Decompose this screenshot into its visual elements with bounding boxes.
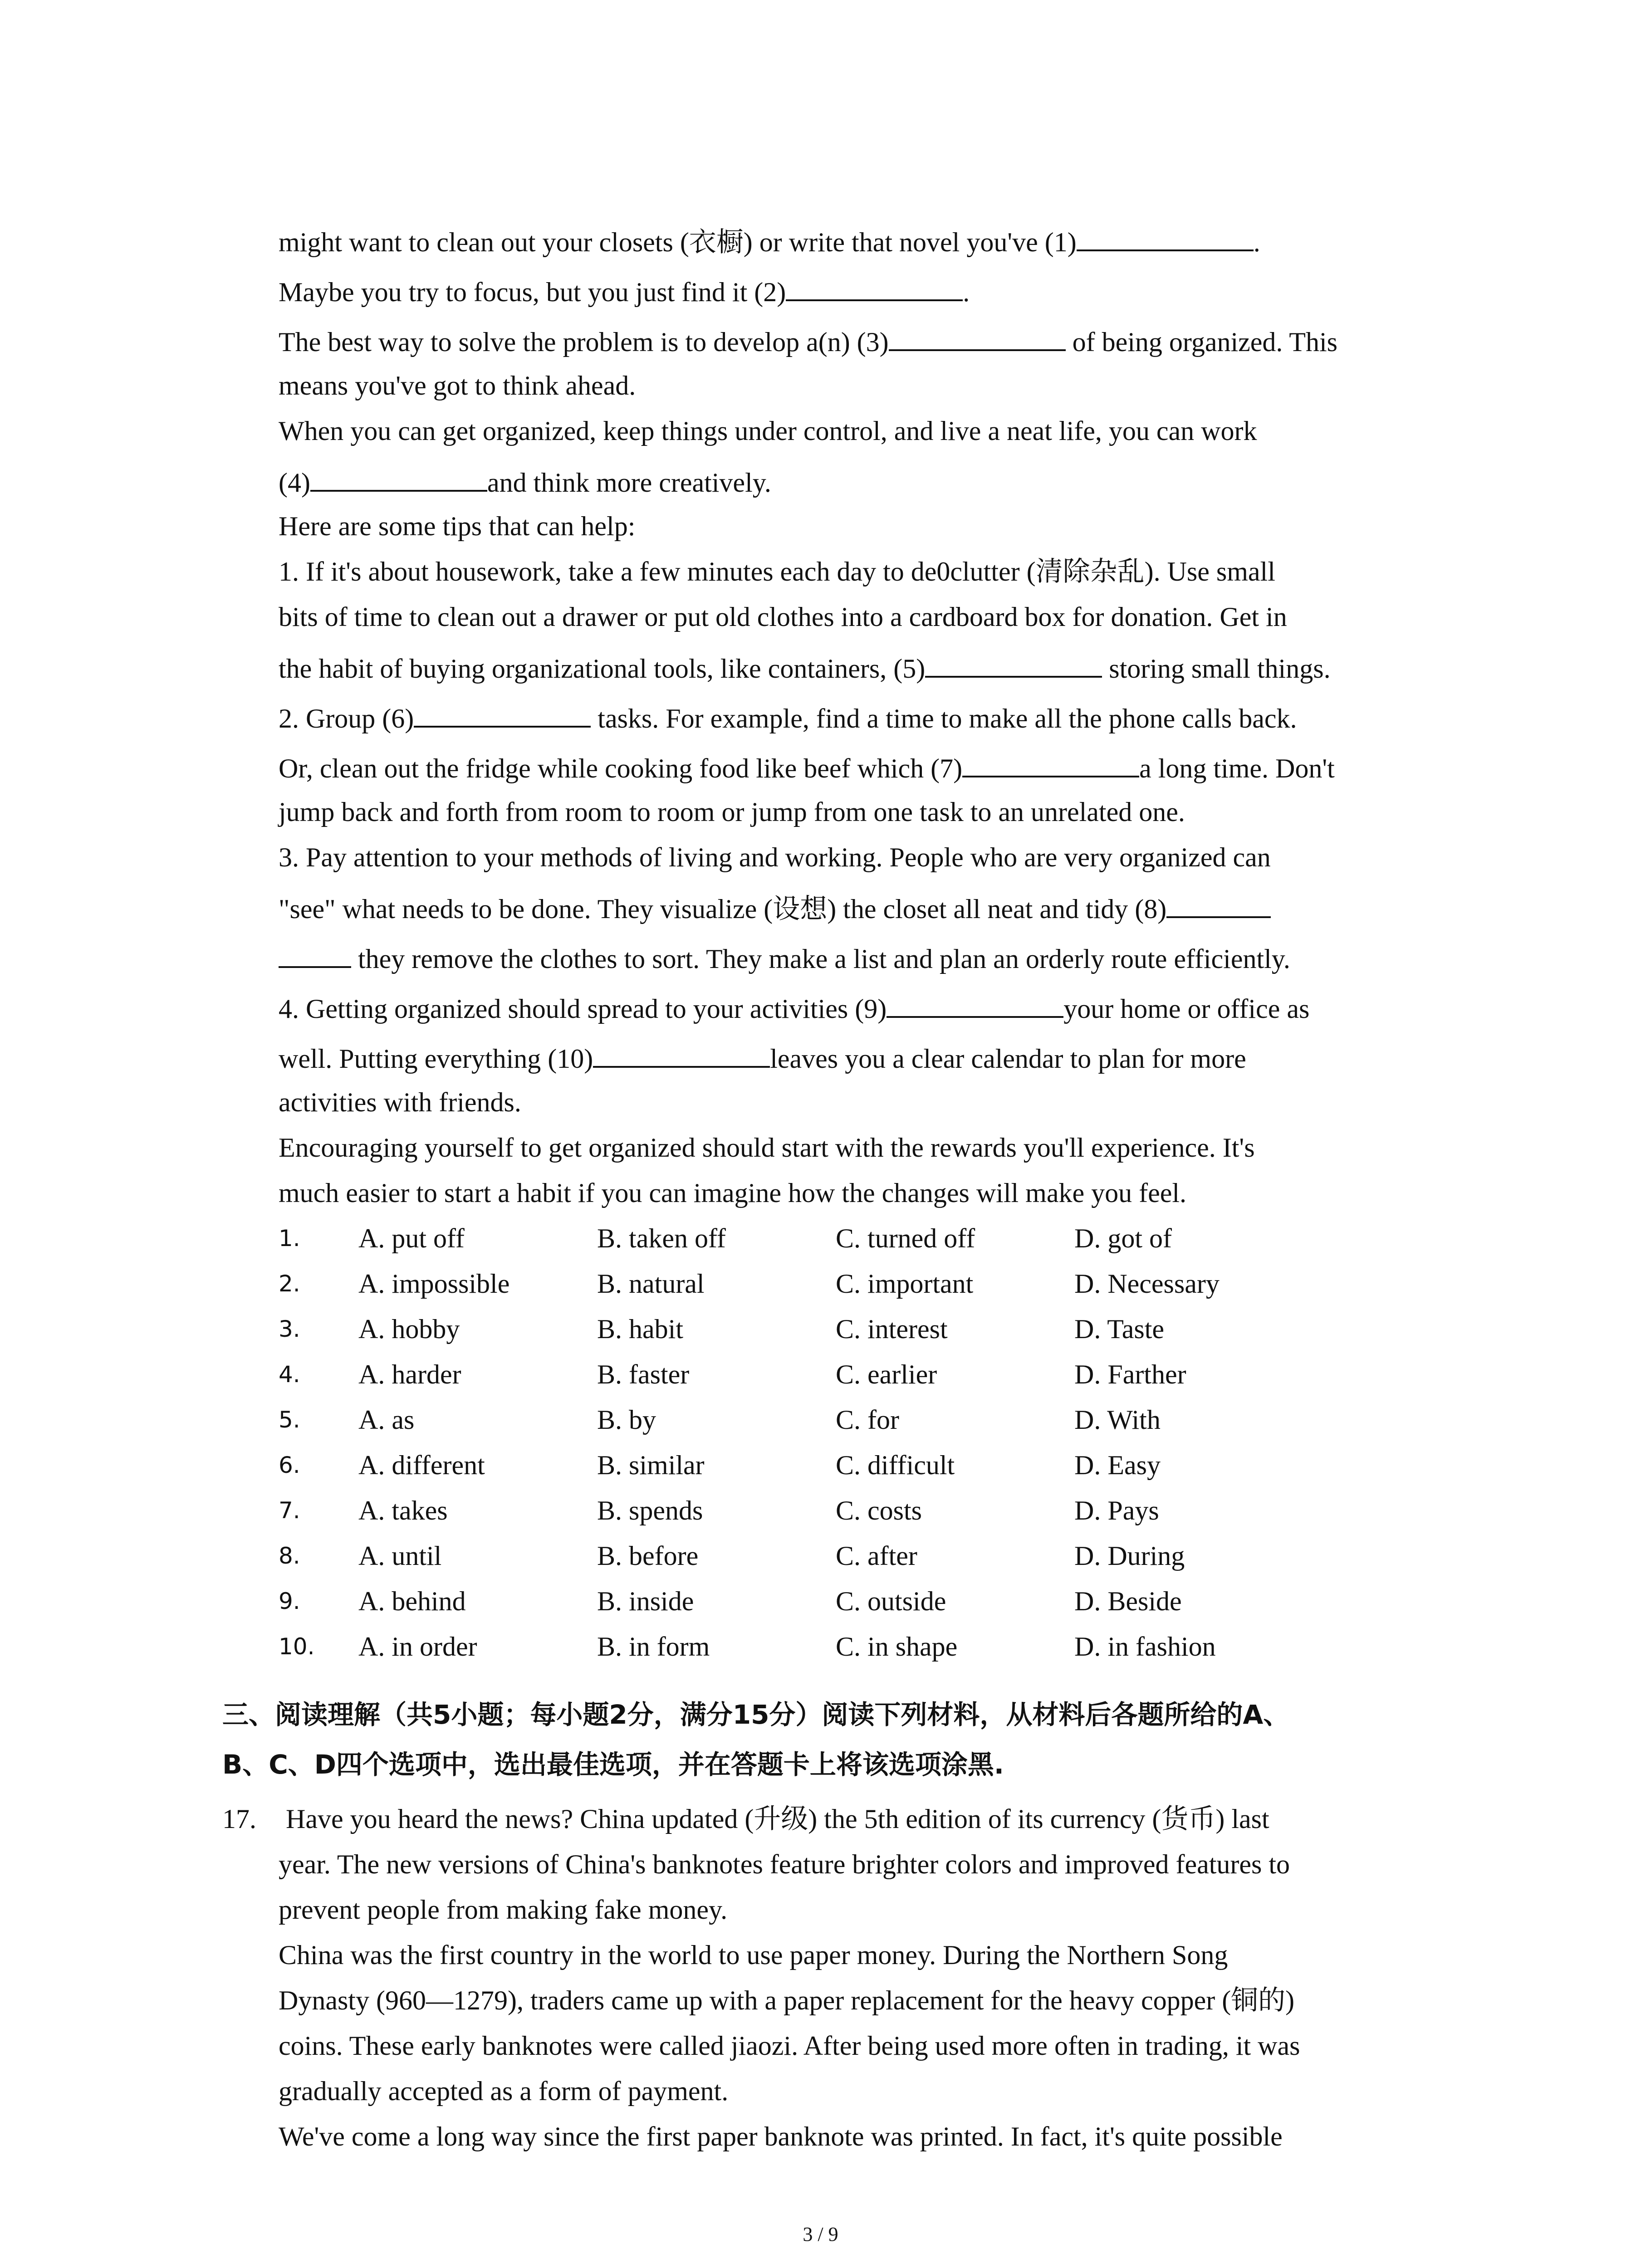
question-number: 17.	[222, 1804, 256, 1834]
option-b: B. taken off	[597, 1223, 726, 1253]
option-a: A. takes	[358, 1496, 448, 1525]
option-d: D. Taste	[1074, 1314, 1164, 1344]
option-number: 8.	[279, 1543, 300, 1569]
blank-1	[1077, 222, 1254, 251]
option-b: B. habit	[597, 1314, 683, 1344]
passage-line: bits of time to clean out a drawer or put old clothes into a cardboard box for donation. Get in	[279, 602, 1287, 632]
option-number: 4.	[279, 1361, 300, 1388]
passage-line: Maybe you try to focus, but you just find it (2) .	[279, 272, 970, 310]
passage-line: "see" what needs to be done. They visualize (设想) the closet all neat and tidy (8)	[279, 889, 1271, 927]
option-b: B. natural	[597, 1269, 705, 1299]
option-b: B. before	[597, 1541, 699, 1571]
option-b: B. similar	[597, 1450, 705, 1480]
passage-line: might want to clean out your closets (衣橱) or write that novel you've (1) .	[279, 222, 1260, 260]
blank-9	[887, 989, 1063, 1018]
passage-line: much easier to start a habit if you can imagine how the changes will make you feel.	[279, 1178, 1187, 1208]
option-c: C. after	[836, 1541, 917, 1571]
option-a: A. in order	[358, 1632, 477, 1662]
option-a: A. different	[358, 1450, 485, 1480]
question-text: Dynasty (960—1279), traders came up with a paper replacement for the heavy copper (铜的)	[279, 1985, 1295, 2015]
passage-line: they remove the clothes to sort. They make a list and plan an orderly route efficiently.	[279, 939, 1290, 977]
passage-line: 4. Getting organized should spread to your activities (9) your home or office as	[279, 989, 1309, 1027]
option-c: C. in shape	[836, 1632, 958, 1662]
option-b: B. by	[597, 1405, 656, 1435]
option-c: C. outside	[836, 1586, 946, 1616]
option-d: D. Beside	[1074, 1586, 1182, 1616]
passage-line: activities with friends.	[279, 1087, 521, 1117]
option-number: 1.	[279, 1225, 300, 1251]
blank-10	[593, 1039, 770, 1068]
option-c: C. turned off	[836, 1223, 975, 1253]
option-b: B. inside	[597, 1586, 694, 1616]
option-a: A. impossible	[358, 1269, 510, 1299]
option-number: 10.	[279, 1633, 315, 1660]
option-c: C. important	[836, 1269, 974, 1299]
option-c: C. for	[836, 1405, 899, 1435]
passage-line: 2. Group (6) tasks. For example, find a time to make all the phone calls back.	[279, 699, 1297, 737]
page-number: 3 / 9	[803, 2223, 838, 2245]
option-number: 7.	[279, 1497, 300, 1524]
passage-line: well. Putting everything (10) leaves you a clear calendar to plan for more	[279, 1039, 1246, 1077]
option-b: B. in form	[597, 1632, 710, 1662]
option-a: A. behind	[358, 1586, 466, 1616]
option-number: 9.	[279, 1588, 300, 1614]
option-d: D. Necessary	[1074, 1269, 1220, 1299]
option-d: D. Pays	[1074, 1496, 1159, 1525]
question-text: Have you heard the news? China updated (升级) the 5th edition of its currency (货币) last	[286, 1804, 1269, 1834]
passage-line: 1. If it's about housework, take a few minutes each day to de0clutter (清除杂乱). Use small	[279, 557, 1275, 587]
option-a: A. as	[358, 1405, 415, 1435]
section-heading: 三、阅读理解（共5小题；每小题2分，满分15分）阅读下列材料，从材料后各题所给的A、	[222, 1699, 1290, 1730]
option-a: A. harder	[358, 1359, 461, 1389]
option-d: D. During	[1074, 1541, 1185, 1571]
option-number: 6.	[279, 1452, 300, 1478]
blank-3	[889, 322, 1066, 351]
question-text: We've come a long way since the first paper banknote was printed. In fact, it's quite possible	[279, 2121, 1283, 2151]
blank-4	[310, 463, 487, 492]
option-number: 5.	[279, 1407, 300, 1433]
blank-2	[786, 272, 963, 301]
blank-5	[925, 649, 1102, 678]
option-d: D. Farther	[1074, 1359, 1186, 1389]
option-d: D. Easy	[1074, 1450, 1161, 1480]
passage-line: The best way to solve the problem is to develop a(n) (3) of being organized. This	[279, 322, 1337, 360]
question-text: coins. These early banknotes were called jiaozi. After being used more often in trading, it was	[279, 2031, 1300, 2061]
question-text: gradually accepted as a form of payment.	[279, 2076, 729, 2106]
option-c: C. earlier	[836, 1359, 937, 1389]
blank-8	[1166, 889, 1271, 918]
option-d: D. With	[1074, 1405, 1161, 1435]
passage-line: Here are some tips that can help:	[279, 511, 636, 541]
passage-line: means you've got to think ahead.	[279, 371, 636, 401]
option-a: A. until	[358, 1541, 442, 1571]
passage-line: When you can get organized, keep things under control, and live a neat life, you can work	[279, 416, 1257, 446]
passage-line: 3. Pay attention to your methods of living and working. People who are very organized can	[279, 842, 1271, 872]
question-text: China was the first country in the world to use paper money. During the Northern Song	[279, 1940, 1228, 1970]
option-number: 3.	[279, 1316, 300, 1342]
section-heading: B、C、D四个选项中，选出最佳选项，并在答题卡上将该选项涂黑.	[222, 1749, 1004, 1780]
passage-line: the habit of buying organizational tools, like containers, (5) storing small things.	[279, 649, 1331, 687]
blank-6	[414, 699, 591, 728]
option-a: A. put off	[358, 1223, 465, 1253]
passage-line: jump back and forth from room to room or jump from one task to an unrelated one.	[279, 797, 1185, 827]
passage-line: Or, clean out the fridge while cooking food like beef which (7) a long time. Don't	[279, 748, 1335, 787]
option-b: B. spends	[597, 1496, 703, 1525]
option-c: C. costs	[836, 1496, 922, 1525]
passage-line: Encouraging yourself to get organized should start with the rewards you'll experience. It's	[279, 1133, 1255, 1163]
option-d: D. in fashion	[1074, 1632, 1216, 1662]
option-number: 2.	[279, 1271, 300, 1297]
option-c: C. interest	[836, 1314, 948, 1344]
passage-line: (4) and think more creatively.	[279, 463, 771, 501]
question-text: year. The new versions of China's banknotes feature brighter colors and improved features to	[279, 1849, 1290, 1879]
option-d: D. got of	[1074, 1223, 1172, 1253]
option-a: A. hobby	[358, 1314, 460, 1344]
blank-8-continued	[279, 939, 351, 968]
blank-7	[962, 748, 1139, 777]
option-c: C. difficult	[836, 1450, 955, 1480]
option-b: B. faster	[597, 1359, 690, 1389]
question-text: prevent people from making fake money.	[279, 1895, 728, 1925]
